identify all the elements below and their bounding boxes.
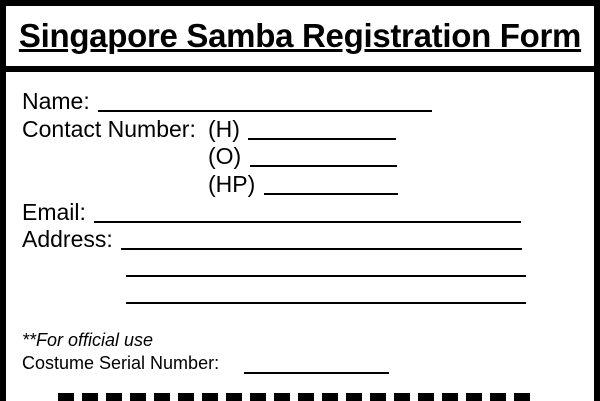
costume-serial-field[interactable] xyxy=(244,372,389,374)
email-field[interactable] xyxy=(94,221,521,223)
contact-number-label: Contact Number: xyxy=(22,116,196,142)
costume-serial-label: Costume Serial Number: xyxy=(22,353,220,373)
home-phone-field[interactable] xyxy=(248,138,396,140)
office-label: (O) xyxy=(208,143,242,169)
name-label: Name: xyxy=(22,88,90,114)
address-label: Address: xyxy=(22,226,113,252)
address-line-1[interactable] xyxy=(121,248,522,250)
handphone-field[interactable] xyxy=(264,193,398,195)
address-line-3[interactable] xyxy=(126,302,526,304)
official-use-note: **For official use xyxy=(22,330,154,350)
name-field[interactable] xyxy=(98,110,432,112)
office-phone-field[interactable] xyxy=(250,165,397,167)
email-label: Email: xyxy=(22,199,86,225)
home-label: (H) xyxy=(208,116,240,142)
form-title: Singapore Samba Registration Form xyxy=(18,17,582,54)
title-box xyxy=(6,6,594,72)
address-line-2[interactable] xyxy=(126,275,526,277)
cut-line-divider xyxy=(58,393,538,401)
handphone-label: (HP) xyxy=(208,171,256,197)
